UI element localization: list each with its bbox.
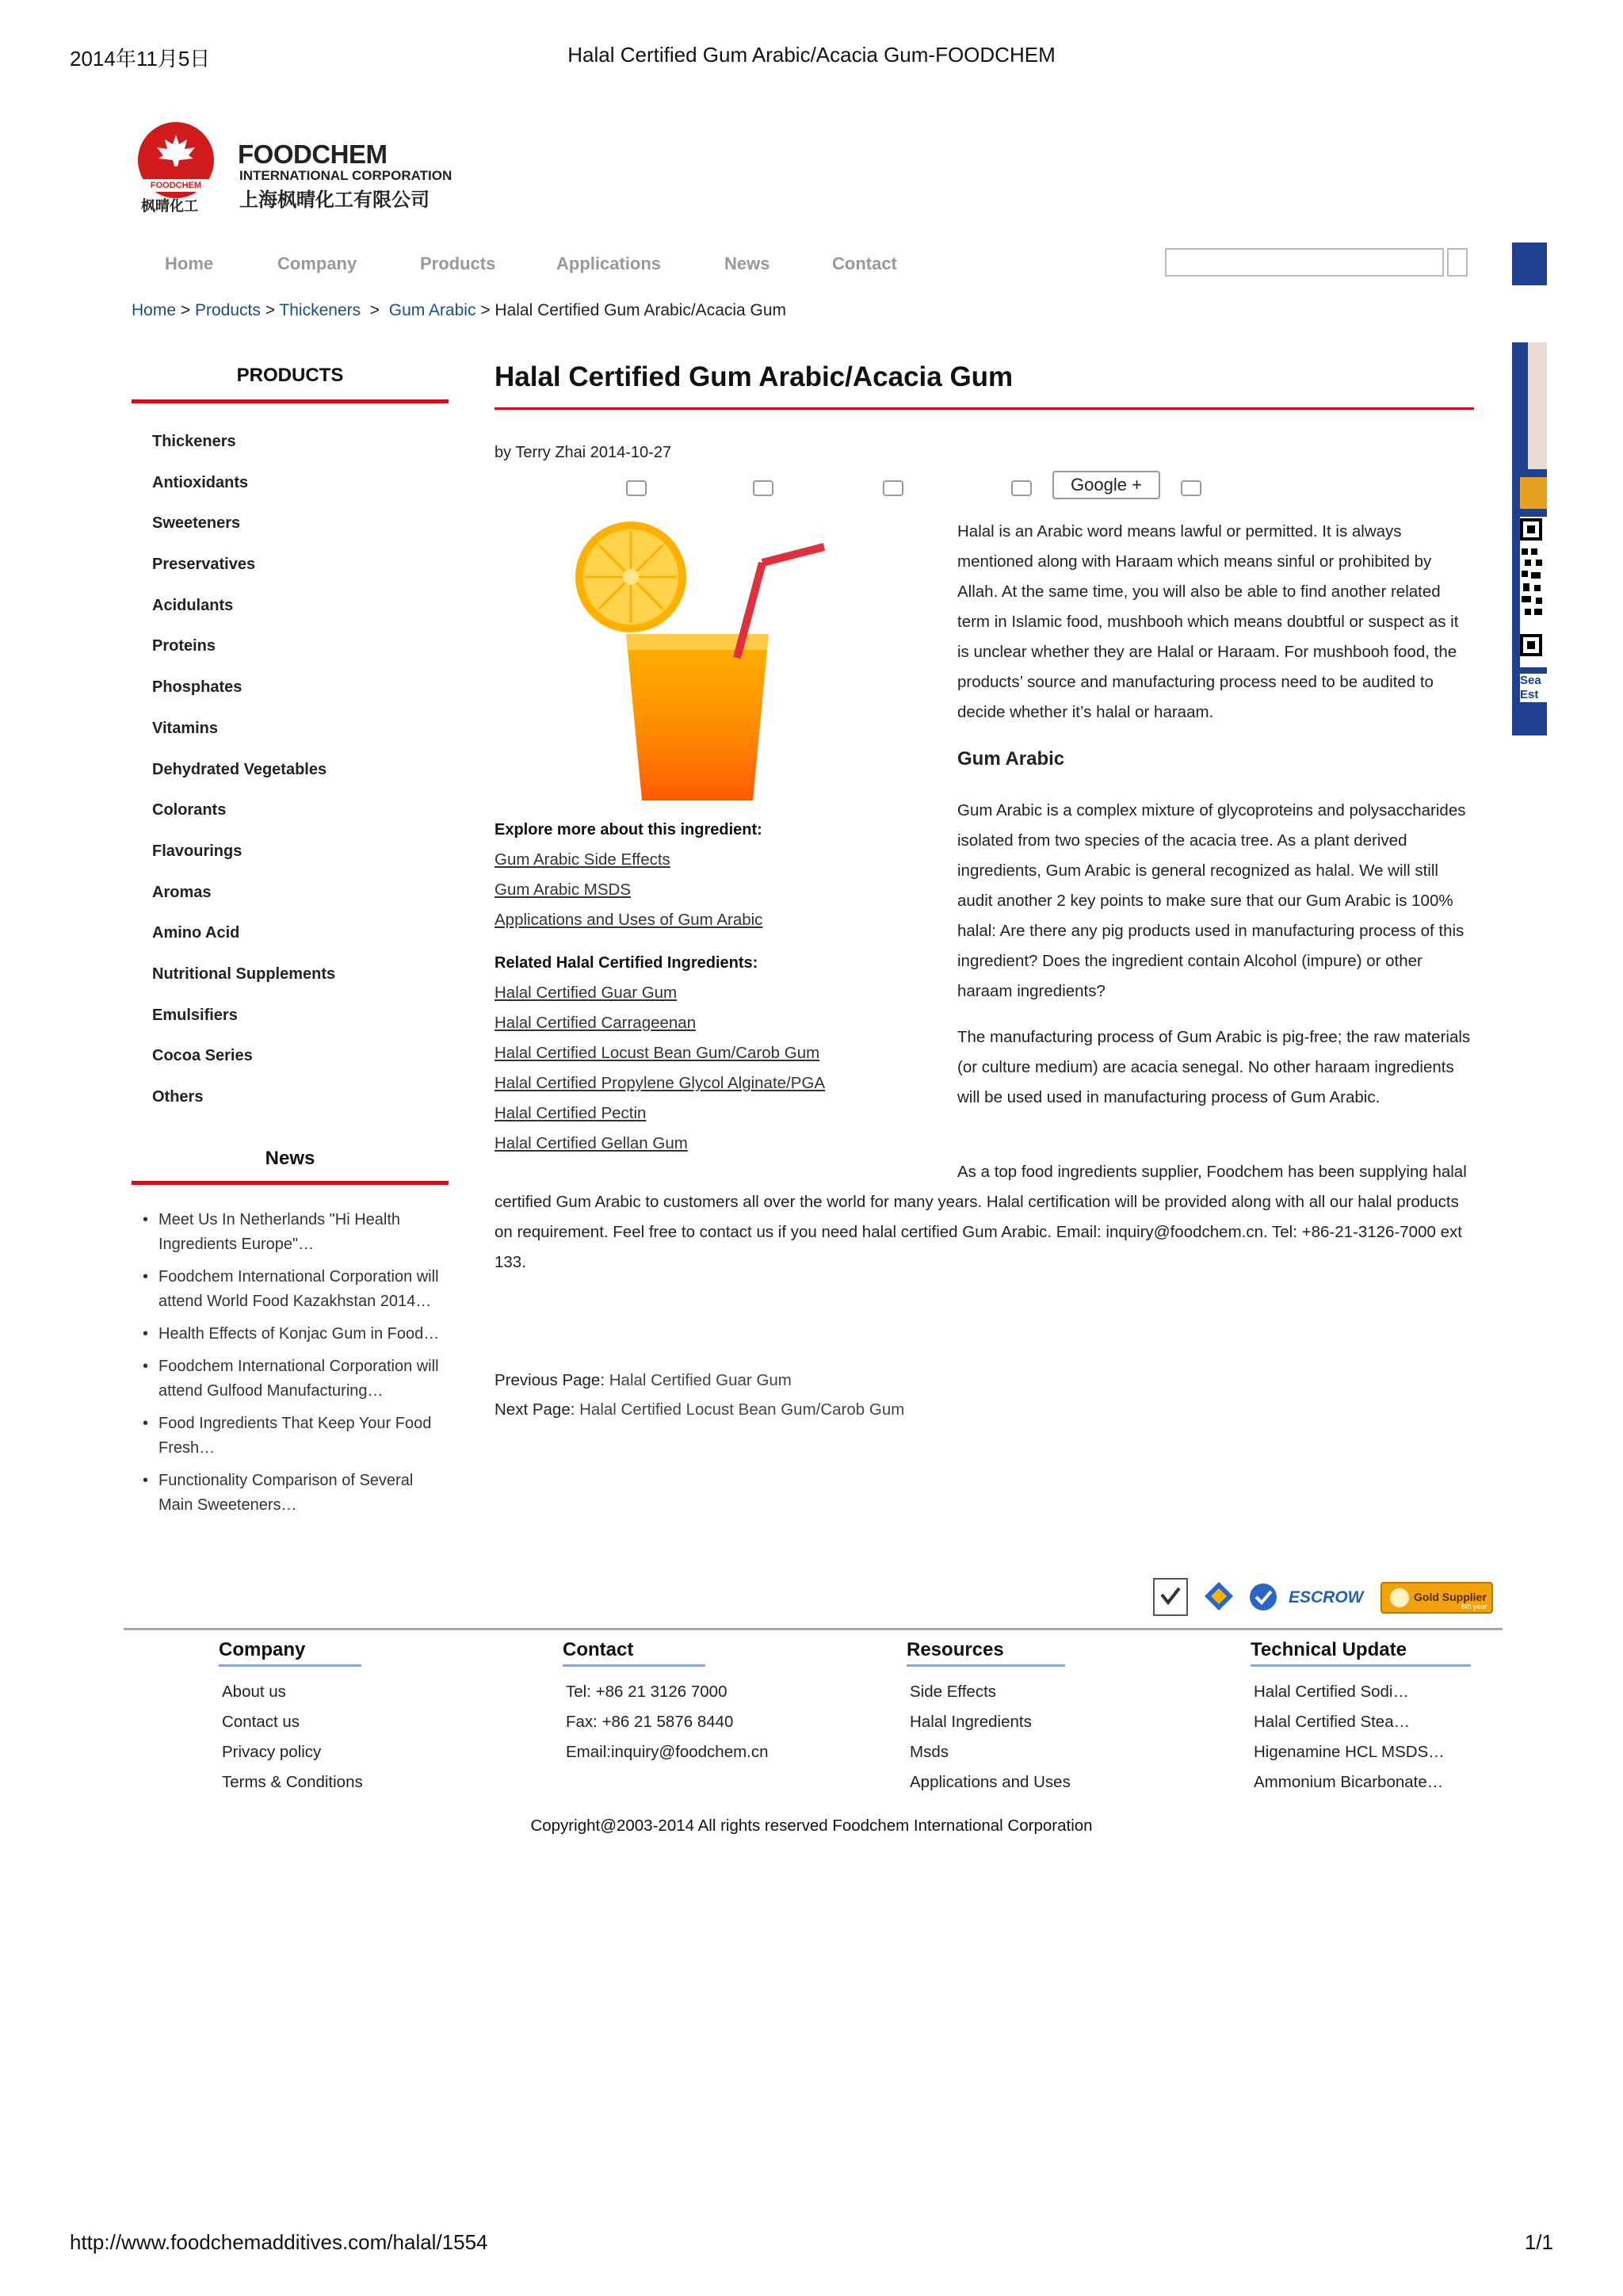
related-links: [495, 978, 825, 1159]
footer-link[interactable]: Halal Certified Sodi…: [1254, 1683, 1409, 1701]
explore-link[interactable]: Gum Arabic Side Effects: [495, 850, 670, 869]
next-page-link[interactable]: Halal Certified Locust Bean Gum/Carob Gum: [579, 1400, 905, 1419]
footer-link[interactable]: Msds: [910, 1743, 949, 1761]
category-item[interactable]: Others: [152, 1088, 204, 1106]
search-input[interactable]: [1165, 248, 1444, 277]
nav-applications[interactable]: Applications: [556, 254, 662, 273]
category-item[interactable]: Thickeners: [152, 433, 236, 450]
brand-subtitle: INTERNATIONAL CORPORATION: [239, 168, 453, 183]
manufacturing-paragraph: The manufacturing process of Gum Arabic is pig-free; the raw materials (or culture medium) are acacia senegal. No other haraam ingredients will be used used in manufacturing process of Gum Arabic.: [957, 1028, 1471, 1106]
previous-page-link[interactable]: Halal Certified Guar Gum: [609, 1371, 792, 1389]
closing-paragraph: As a top food ingredients supplier, Foodchem has been supplying halal certified Gum Arabic to customers all over the world for many years. Halal certification will be provided along with all our halal products on requirement. Feel free to contact us if you need halal certified Gum Arabic. Email: inquiry@foodchem.cn. Tel: +86-21-3126-7000 ext 133.: [495, 1163, 1467, 1271]
footer-heading-underline: [1251, 1664, 1471, 1667]
footer-heading-underline: [907, 1664, 1065, 1667]
related-link[interactable]: Halal Certified Locust Bean Gum/Carob Gum: [495, 1044, 820, 1062]
related-heading: Related Halal Certified Ingredients:: [495, 954, 758, 972]
nav-home[interactable]: Home: [165, 254, 214, 273]
footer-contact-info: [566, 1677, 769, 1767]
intro-paragraph: Halal is an Arabic word means lawful or permitted. It is always mentioned along with Haraam which means sinful or prohibited by Allah. At the same time, you will also be able to find another related term in Islamic food, mushbooh which means doubtful or suspect as it is unclear whether they are Halal or Haraam. For mushbooh food, the products’ source and manufacturing process need to be audited to decide whether it’s halal or haraam.: [957, 522, 1459, 721]
footer-heading-underline: [219, 1664, 361, 1667]
check-seal-icon: [1247, 1577, 1279, 1617]
news-item[interactable]: • Functionality Comparison of Several Main Sweeteners…: [143, 1469, 444, 1518]
breadcrumb-thickeners[interactable]: Thickeners: [279, 301, 361, 319]
verified-shield-icon: [1152, 1577, 1189, 1617]
footer-company-links: [222, 1677, 363, 1797]
footer-link[interactable]: Contact us: [222, 1713, 300, 1731]
footer-technical-links: [1254, 1677, 1445, 1797]
footer-link[interactable]: Privacy policy: [222, 1743, 322, 1761]
news-item[interactable]: • Foodchem International Corporation will attend World Food Kazakhstan 2014…: [143, 1265, 444, 1314]
footer-contact-item: Tel: +86 21 3126 7000: [566, 1683, 727, 1701]
category-item[interactable]: Emulsifiers: [152, 1006, 238, 1024]
footer-contact-item[interactable]: Email:inquiry@foodchem.cn: [566, 1743, 769, 1761]
footer-heading-resources: Resources: [907, 1639, 1004, 1660]
print-page-number: 1/1: [1524, 2230, 1553, 2254]
category-item[interactable]: Vitamins: [152, 719, 218, 737]
side-widget-text: Sea Est: [1520, 674, 1547, 702]
footer-link[interactable]: Terms & Conditions: [222, 1773, 363, 1791]
footer-link[interactable]: Side Effects: [910, 1683, 997, 1701]
related-link[interactable]: Halal Certified Propylene Glycol Alginate/PGA: [495, 1074, 826, 1092]
share-button[interactable]: [626, 480, 647, 496]
copyright: Copyright@2003-2014 All rights reserved Foodchem International Corporation: [530, 1817, 1093, 1835]
nav-products[interactable]: Products: [420, 254, 496, 273]
footer-link[interactable]: Higenamine HCL MSDS…: [1254, 1743, 1445, 1761]
footer-link[interactable]: Halal Ingredients: [910, 1713, 1032, 1731]
side-widget-tab[interactable]: [1512, 243, 1547, 285]
gold-coin-icon: [1390, 1588, 1409, 1607]
news-item[interactable]: • Health Effects of Konjac Gum in Food…: [143, 1322, 444, 1347]
footer-heading-company: Company: [219, 1639, 306, 1660]
side-widget-badge: [1520, 477, 1547, 509]
nav-contact[interactable]: Contact: [832, 254, 897, 273]
footer-link[interactable]: Halal Certified Stea…: [1254, 1713, 1411, 1731]
logo-band-text: FOODCHEM: [143, 179, 209, 192]
news-item[interactable]: • Foodchem International Corporation will attend Gulfood Manufacturing…: [143, 1354, 444, 1404]
breadcrumb-products[interactable]: Products: [194, 301, 261, 319]
gold-supplier-badge: Gold Supplier 6th year: [1381, 1582, 1493, 1614]
breadcrumb: Home > Products > Thickeners > Gum Arabic > Halal Certified Gum Arabic/Acacia Gum: [132, 301, 787, 319]
explore-heading: Explore more about this ingredient:: [495, 821, 762, 839]
print-title: Halal Certified Gum Arabic/Acacia Gum-FOODCHEM: [567, 43, 1056, 67]
category-item[interactable]: Cocoa Series: [152, 1047, 253, 1065]
print-url: http://www.foodchemadditives.com/halal/1554: [70, 2230, 488, 2254]
category-item[interactable]: Aromas: [152, 883, 212, 901]
news-item[interactable]: • Meet Us In Netherlands "Hi Health Ingredients Europe"…: [143, 1208, 444, 1257]
footer-link[interactable]: About us: [222, 1683, 286, 1701]
news-heading: News: [265, 1148, 315, 1169]
category-item[interactable]: Preservatives: [152, 556, 256, 574]
category-item[interactable]: Acidulants: [152, 596, 234, 614]
footer-divider: [124, 1628, 1503, 1630]
category-item[interactable]: Colorants: [152, 801, 227, 819]
category-item[interactable]: Sweeteners: [152, 514, 241, 533]
related-link[interactable]: Halal Certified Gellan Gum: [495, 1134, 688, 1152]
category-item[interactable]: Antioxidants: [152, 473, 249, 491]
section-heading: Gum Arabic: [957, 748, 1065, 770]
escrow-badge: ESCROW: [1289, 1588, 1364, 1606]
google-plus-button[interactable]: Google +: [1052, 471, 1160, 499]
share-button[interactable]: [1181, 480, 1201, 496]
share-button[interactable]: [753, 480, 773, 496]
byline: by Terry Zhai 2014-10-27: [495, 444, 672, 461]
share-button[interactable]: [1011, 480, 1032, 496]
maple-leaf-icon: [155, 133, 197, 168]
page-title: Halal Certified Gum Arabic/Acacia Gum: [495, 361, 1014, 392]
footer-link[interactable]: Ammonium Bicarbonate…: [1254, 1773, 1444, 1791]
footer-heading-underline: [563, 1664, 705, 1667]
category-item[interactable]: Amino Acid: [152, 924, 240, 942]
related-link[interactable]: Halal Certified Pectin: [495, 1104, 647, 1122]
products-heading-rule: [132, 399, 449, 403]
footer-contact-item: Fax: +86 21 5876 8440: [566, 1713, 734, 1731]
related-link[interactable]: Halal Certified Carrageenan: [495, 1014, 697, 1032]
trust-badge-icon: [1201, 1577, 1236, 1617]
footer-heading-contact: Contact: [563, 1639, 634, 1660]
related-link[interactable]: Halal Certified Guar Gum: [495, 984, 678, 1002]
news-item[interactable]: • Food Ingredients That Keep Your Food Fresh…: [143, 1412, 444, 1461]
products-heading: PRODUCTS: [236, 365, 344, 386]
category-item[interactable]: Flavourings: [152, 842, 242, 860]
breadcrumb-home[interactable]: Home: [132, 301, 177, 319]
category-item[interactable]: Proteins: [152, 637, 216, 655]
previous-page: Previous Page: Halal Certified Guar Gum: [495, 1371, 792, 1389]
search-button[interactable]: [1447, 248, 1468, 277]
brand-chinese-name: 上海枫晴化工有限公司: [239, 189, 430, 211]
print-date: 2014年11月5日: [70, 47, 211, 71]
breadcrumb-current: Halal Certified Gum Arabic/Acacia Gum: [495, 301, 787, 319]
gum-arabic-paragraph: Gum Arabic is a complex mixture of glycoproteins and polysaccharides isolated from two species of the acacia tree. As a plant derived ingredients, Gum Arabic is general recognized as halal. We will still audit another 2 key points to make sure that our Gum Arabic is 100% halal: Are there any pig products used in manufacturing process of this ingredient? Does the ingredient contain Alcohol (impure) or other haraam ingredients?: [957, 801, 1466, 1000]
nav-news[interactable]: News: [724, 254, 770, 273]
title-rule: [495, 407, 1474, 410]
explore-links: [495, 845, 762, 935]
category-item[interactable]: Phosphates: [152, 678, 242, 697]
category-list: [152, 433, 335, 1129]
category-item[interactable]: Nutritional Supplements: [152, 965, 336, 983]
footer-link[interactable]: Applications and Uses: [910, 1773, 1071, 1791]
news-list: [143, 1208, 444, 1526]
news-heading-rule: [132, 1181, 449, 1185]
footer-resources-links: [910, 1677, 1071, 1797]
logo-chinese-small: 枫晴化工: [141, 198, 198, 214]
breadcrumb-gum-arabic[interactable]: Gum Arabic: [388, 301, 476, 319]
explore-link[interactable]: Gum Arabic MSDS: [495, 881, 632, 899]
brand-name: FOODCHEM: [238, 139, 388, 169]
side-widget-photo: [1528, 342, 1547, 469]
nav-company[interactable]: Company: [277, 254, 357, 273]
explore-link[interactable]: Applications and Uses of Gum Arabic: [495, 911, 763, 929]
share-button[interactable]: [883, 480, 903, 496]
next-page: Next Page: Halal Certified Locust Bean Gum/Carob Gum: [495, 1400, 905, 1419]
qr-code-icon: [1520, 517, 1547, 667]
category-item[interactable]: Dehydrated Vegetables: [152, 760, 327, 778]
orange-drink-image: [555, 515, 888, 800]
footer-heading-technical-update: Technical Update: [1251, 1639, 1407, 1660]
